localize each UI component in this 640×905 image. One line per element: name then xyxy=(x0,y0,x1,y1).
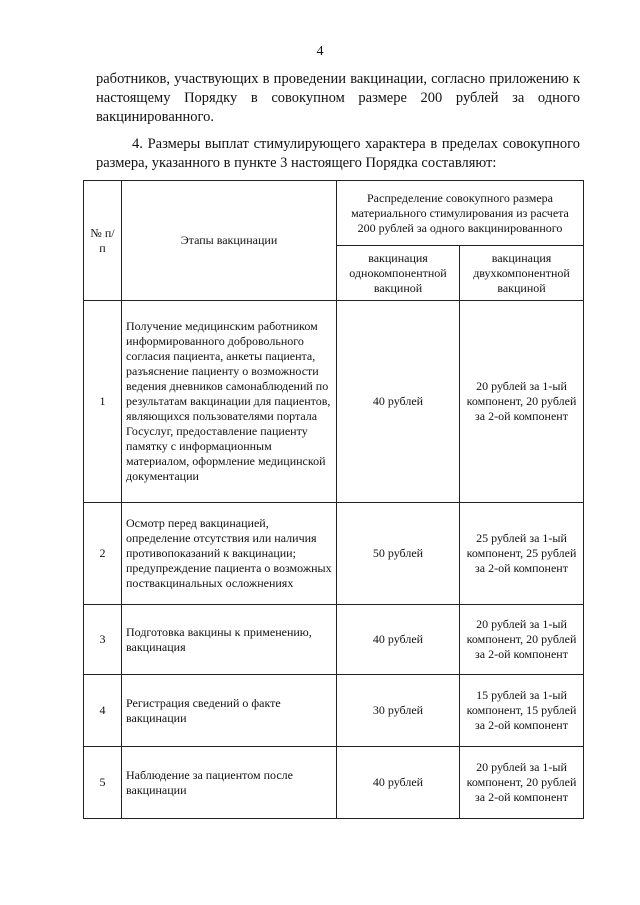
table-row xyxy=(84,503,584,605)
row-stage: Подготовка вакцины к применению, вакцинация xyxy=(122,605,337,675)
header-two-component: вакцинация двухкомпонентной вакциной xyxy=(460,246,584,301)
row-two-component-amount: 20 рублей за 1-ый компонент, 20 рублей за 2-ой компонент xyxy=(460,605,584,675)
intro-paragraph-2: 4. Размеры выплат стимулирующего характера в пределах совокупного размера, указанного в пункте 3 настоящего Порядка составляют: xyxy=(96,136,580,171)
header-one-component: вакцинация однокомпонентной вакциной xyxy=(337,246,460,301)
row-stage: Получение медицинским работником информированного добровольного согласия пациента, анкеты пациента, разъяснение пациенту о возможности ведения дневников самонаблюдений по результатам вакцинации для пациентов, являющихся пользователями портала Госуслуг, предоставление пациенту памятку с информационным материалом, оформление медицинской документации xyxy=(122,301,337,503)
table-row xyxy=(84,605,584,675)
row-number: 4 xyxy=(84,675,122,747)
row-stage: Регистрация сведений о факте вакцинации xyxy=(122,675,337,747)
table-row xyxy=(84,675,584,747)
row-two-component-amount: 20 рублей за 1-ый компонент, 20 рублей за 2-ой компонент xyxy=(460,747,584,819)
table-row xyxy=(84,301,584,503)
intro-text xyxy=(96,70,580,173)
header-distribution: Распределение совокупного размера материального стимулирования из расчета 200 рублей за одного вакцинированного xyxy=(337,181,584,246)
row-number: 3 xyxy=(84,605,122,675)
row-number: 5 xyxy=(84,747,122,819)
row-number: 1 xyxy=(84,301,122,503)
header-number: № п/п xyxy=(84,181,122,301)
row-one-component-amount: 40 рублей xyxy=(337,747,460,819)
row-two-component-amount: 25 рублей за 1-ый компонент, 25 рублей за 2-ой компонент xyxy=(460,503,584,605)
row-stage: Наблюдение за пациентом после вакцинации xyxy=(122,747,337,819)
row-one-component-amount: 40 рублей xyxy=(337,605,460,675)
row-one-component-amount: 30 рублей xyxy=(337,675,460,747)
stimulus-payments-table xyxy=(83,180,584,819)
row-two-component-amount: 15 рублей за 1-ый компонент, 15 рублей за 2-ой компонент xyxy=(460,675,584,747)
row-one-component-amount: 40 рублей xyxy=(337,301,460,503)
row-number: 2 xyxy=(84,503,122,605)
page-number: 4 xyxy=(316,44,324,59)
header-stage: Этапы вакцинации xyxy=(122,181,337,301)
table-row xyxy=(84,747,584,819)
row-stage: Осмотр перед вакцинацией, определение отсутствия или наличия противопоказаний к вакцинации; предупреждение пациента о возможных поствакцинальных осложнениях xyxy=(122,503,337,605)
row-one-component-amount: 50 рублей xyxy=(337,503,460,605)
intro-paragraph-1: работников, участвующих в проведении вакцинации, согласно приложению к настоящему Порядку в совокупном размере 200 рублей за одного вакцинированного. xyxy=(96,71,580,125)
row-two-component-amount: 20 рублей за 1-ый компонент, 20 рублей за 2-ой компонент xyxy=(460,301,584,503)
